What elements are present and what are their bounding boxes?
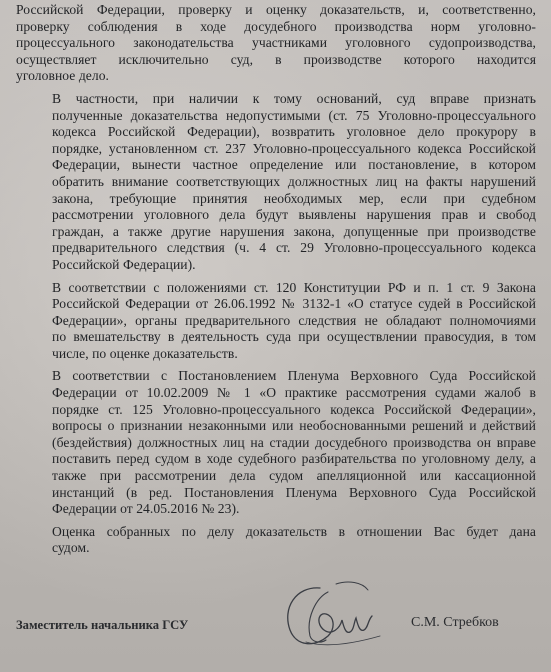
signer-position: Заместитель начальника ГСУ bbox=[16, 618, 189, 632]
text-line: осуществляет исключительно суд, в производстве которого находится bbox=[16, 51, 536, 67]
text-line: граждан, а также другие нарушения закона, допущенные при производстве bbox=[52, 223, 536, 239]
text-line: кодекса Российской Федерации), возвратить уголовное дело прокурору в bbox=[52, 124, 536, 140]
text-line: числе, по оценке доказательств. bbox=[52, 345, 238, 361]
text-line: поставить перед судом в ходе судебного разбирательства по уголовному делу, а bbox=[52, 451, 536, 467]
text-line: В частности, при наличии к тому оснований, суд вправе признать bbox=[52, 90, 536, 106]
text-line: уголовное дело. bbox=[16, 68, 109, 84]
text-line: по вмешательству в деятельность суда при осуществлении правосудия, в том bbox=[52, 329, 536, 345]
text-line: рассмотрении уголовного дела будут выявлены нарушения прав и свобод bbox=[52, 207, 536, 223]
text-line: судом. bbox=[52, 540, 90, 556]
text-line: порядке ст. 125 Уголовно-процессуального кодекса Российской Федерации», bbox=[52, 401, 536, 417]
text-line: предварительного следствия (ч. 4 ст. 29 Уголовно-процессуального кодекса bbox=[52, 240, 536, 256]
text-line: процессуального законодательства участниками уголовного судопроизводства, bbox=[16, 35, 536, 51]
text-line: Российской Федерации). bbox=[52, 256, 196, 272]
handwritten-signature bbox=[276, 578, 386, 658]
text-line: также при рассмотрении дела судом апелляционной или кассационной bbox=[52, 468, 536, 484]
text-line: Федерации от 24.05.2016 № 23). bbox=[52, 501, 240, 517]
text-line: закона, требующие принятия необходимых мер, если при судебном bbox=[52, 190, 536, 206]
text-line: обратить внимание соответствующих должностных лиц на факты нарушений bbox=[52, 173, 536, 189]
text-line: проверку соблюдения в ходе досудебного производства норм уголовно- bbox=[16, 18, 536, 34]
text-line: Российской Федерации, проверку и оценку доказательств, и, соответственно, bbox=[16, 2, 536, 17]
text-line: Федерации от 10.02.2009 № 1 «О практике рассмотрения судами жалоб в bbox=[52, 385, 536, 401]
text-line: инстанций (в ред. Постановления Пленума Верховного Суда Российской bbox=[52, 484, 536, 500]
text-line: порядке, установленном ст. 237 Уголовно-процессуального кодекса Российской bbox=[52, 140, 536, 156]
text-line: (бездействия) должностных лиц на стадии досудебного производства он вправе bbox=[52, 434, 536, 450]
text-line: Оценка собранных по делу доказательств в отношении Вас будет дана bbox=[52, 523, 536, 539]
text-line: В соответствии с положениями ст. 120 Конституции РФ и п. 1 ст. 9 Закона bbox=[52, 279, 536, 295]
text-line: В соответствии с Постановлением Пленума Верховного Суда Российской bbox=[52, 368, 536, 384]
text-line: Федерации, вынести частное определение или постановление, в котором bbox=[52, 157, 536, 173]
text-line: Федерации», органы предварительного следствия не обладают полномочиями bbox=[52, 312, 536, 328]
text-line: полученные доказательства недопустимыми (ст. 75 Уголовно-процессуального bbox=[52, 107, 536, 123]
signer-name: С.М. Стребков bbox=[411, 615, 499, 630]
text-line: вопросы о признании незаконными или необоснованными решений и действий bbox=[52, 418, 536, 434]
text-line: Российской Федерации от 26.06.1992 № 3132-1 «О статусе судей в Российской bbox=[52, 296, 536, 312]
